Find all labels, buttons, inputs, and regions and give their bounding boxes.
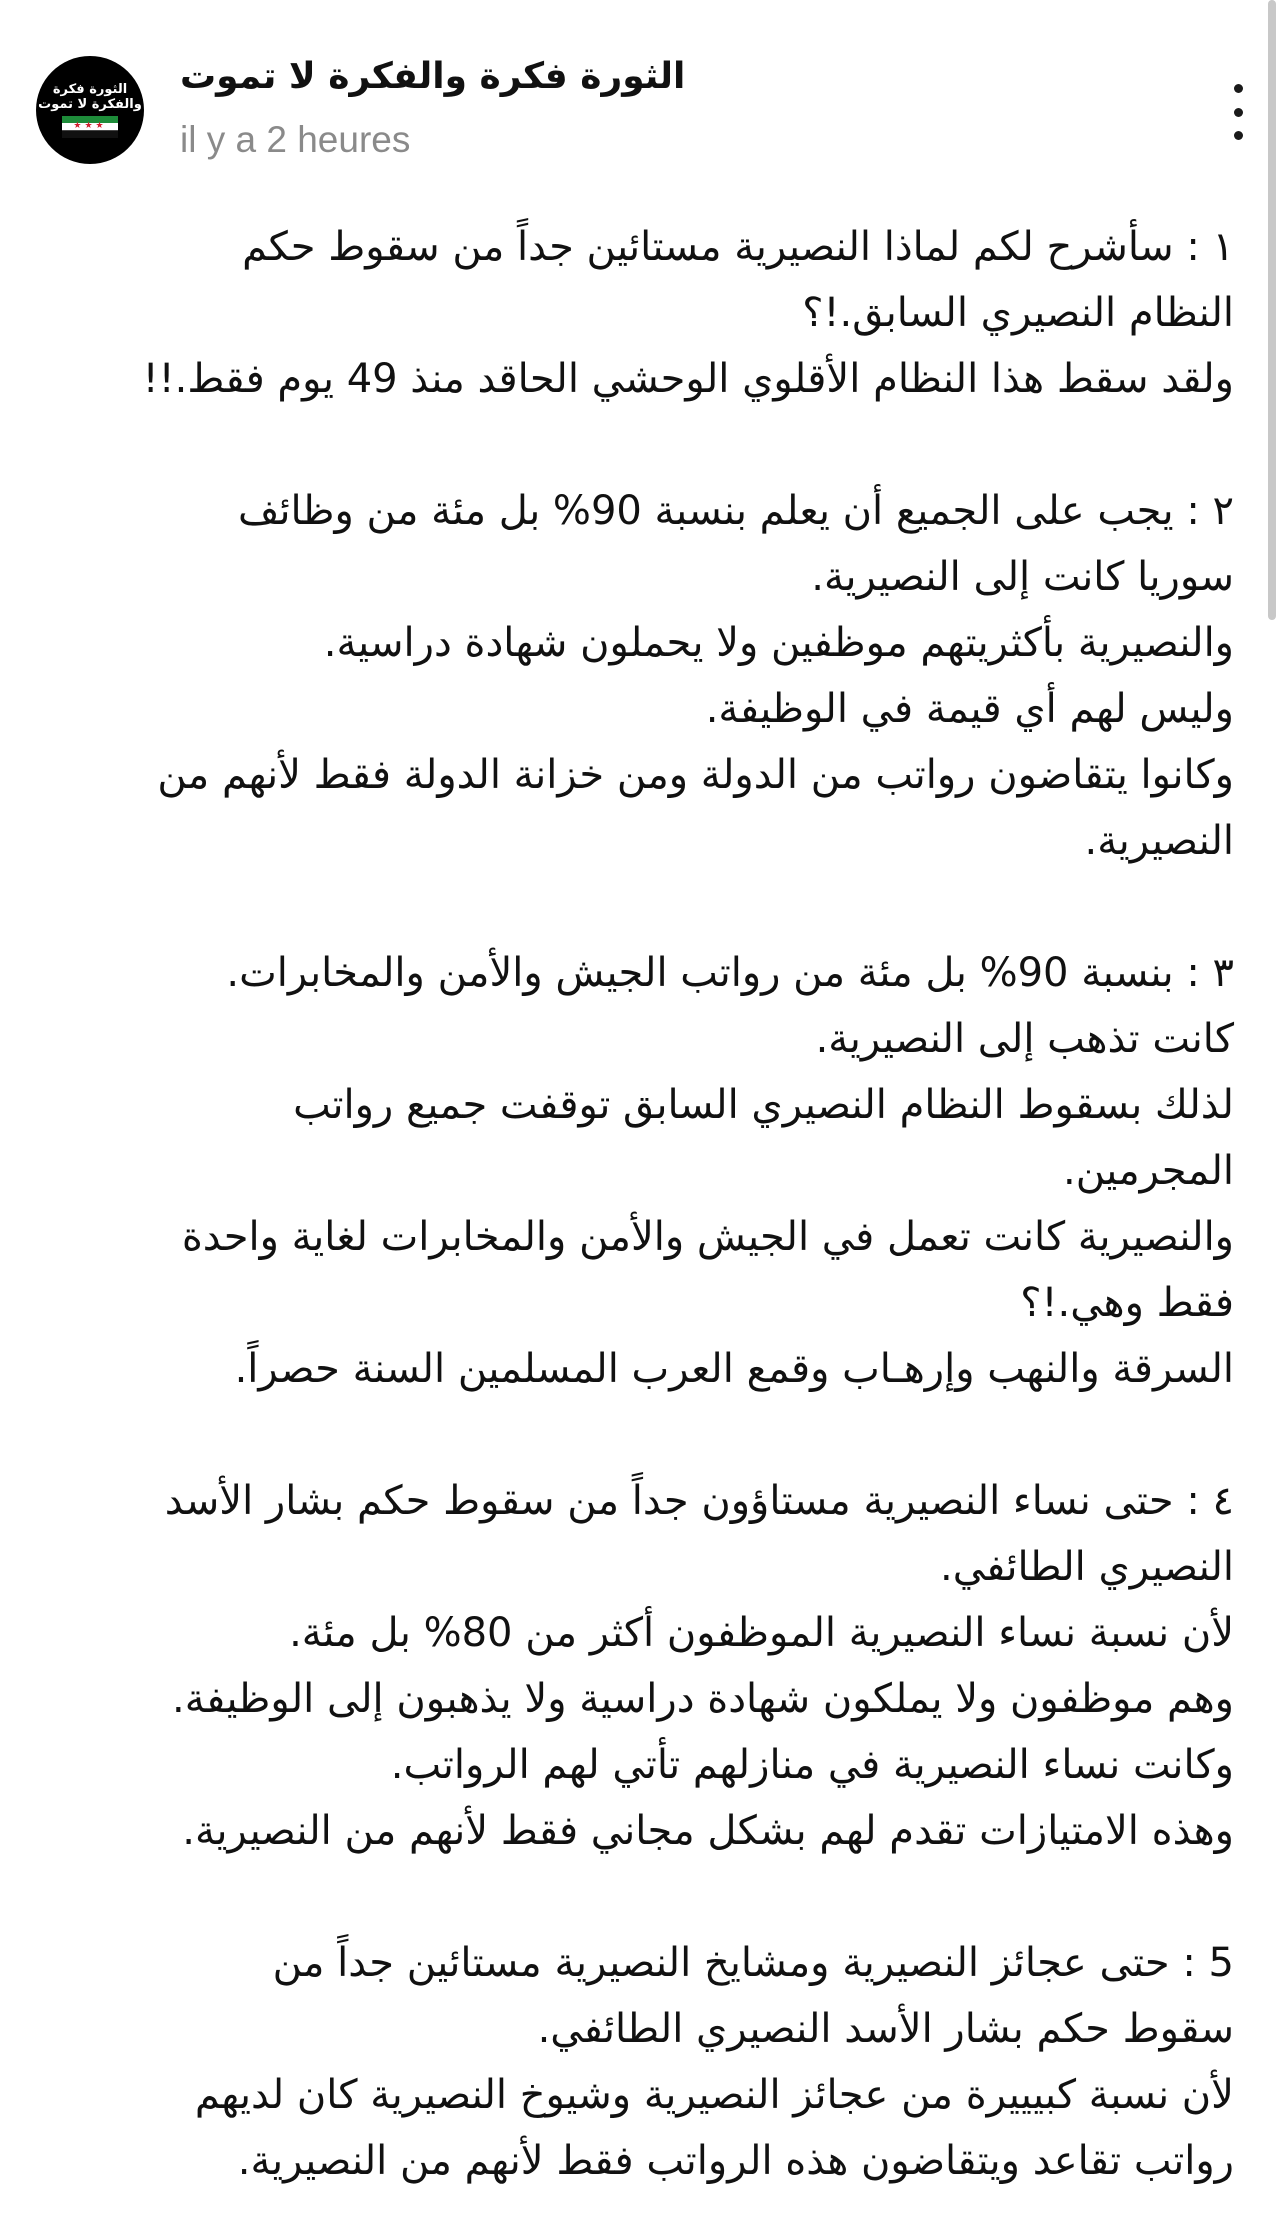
post-text-line: ٤ : حتى نساء النصيرية مستاؤون جداً من سقوط حكم بشار الأسد (164, 1478, 1234, 1524)
paragraph-3 (24, 940, 1234, 1402)
post-text-line: لذلك بسقوط النظام النصيري السابق توقفت جميع رواتب (293, 1082, 1234, 1128)
post-text-line: لأن نسبة كبيييرة من عجائز النصيرية وشيوخ النصيرية كان لديهم (194, 2072, 1234, 2118)
paragraph-4 (24, 1468, 1234, 1864)
post-text-line: ٢ : يجب على الجميع أن يعلم بنسبة 90% بل مئة من وظائف (237, 488, 1234, 534)
paragraph-1 (24, 214, 1234, 412)
paragraph-gap (24, 1864, 1234, 1930)
post-text-line: السرقة والنهب وإرهـاب وقمع العرب المسلمين السنة حصراً. (234, 1346, 1234, 1392)
post-text-line: كانت تذهب إلى النصيرية. (815, 1016, 1234, 1062)
paragraph-gap (24, 1402, 1234, 1468)
post-text-line: ٣ : بنسبة 90% بل مئة من رواتب الجيش والأمن والمخابرات. (226, 950, 1234, 996)
post-text-line: ١ : سأشرح لكم لماذا النصيرية مستائين جداً من سقوط حكم (242, 224, 1234, 270)
more-vertical-icon (1234, 84, 1243, 93)
paragraph-gap (24, 874, 1234, 940)
post-text-line: النصيري الطائفي. (940, 1544, 1234, 1590)
more-options-button[interactable] (1218, 84, 1258, 140)
post-body (24, 214, 1234, 2194)
post-text-line: وكانوا يتقاضون رواتب من الدولة ومن خزانة الدولة فقط لأنهم من (157, 752, 1234, 798)
post-text-line: رواتب تقاعد ويتقاضون هذه الرواتب فقط لأنهم من النصيرية. (237, 2138, 1234, 2184)
post-text-line: النظام النصيري السابق.!؟ (802, 290, 1234, 336)
post-text-line: فقط وهي.!؟ (1020, 1280, 1234, 1326)
post-text-line: النصيرية. (1084, 818, 1234, 864)
post-text-line: 5 : حتى عجائز النصيرية ومشايخ النصيرية مستائين جداً من (272, 1940, 1234, 1986)
post-text-line: ولقد سقط هذا النظام الأقلوي الوحشي الحاقد منذ 49 يوم فقط.!! (142, 356, 1234, 402)
scrollbar[interactable] (1268, 0, 1276, 620)
post-text-line: وكانت نساء النصيرية في منازلهم تأتي لهم الرواتب. (390, 1742, 1234, 1788)
post-text-line: والنصيرية كانت تعمل في الجيش والأمن والمخابرات لغاية واحدة (181, 1214, 1234, 1260)
post-text-line: وهذه الامتيازات تقدم لهم بشكل مجاني فقط لأنهم من النصيرية. (182, 1808, 1234, 1854)
paragraph-5 (24, 1930, 1234, 2194)
post-text-line: وهم موظفون ولا يملكون شهادة دراسية ولا يذهبون إلى الوظيفة. (172, 1676, 1234, 1722)
post-text-line: سقوط حكم بشار الأسد النصيري الطائفي. (537, 2006, 1234, 2052)
post-text-line: والنصيرية بأكثريتهم موظفين ولا يحملون شهادة دراسية. (323, 620, 1234, 666)
post-text-line: لأن نسبة نساء النصيرية الموظفون أكثر من 80% بل مئة. (289, 1610, 1234, 1656)
post-text-line: المجرمين. (1063, 1148, 1234, 1194)
avatar[interactable] (36, 56, 144, 164)
avatar-text-line-1: الثورة فكرة (52, 82, 128, 97)
paragraph-gap (24, 412, 1234, 478)
post-header (0, 0, 1284, 180)
flag-icon: ★★★ (62, 116, 118, 138)
post-text-line: وليس لهم أي قيمة في الوظيفة. (705, 686, 1234, 732)
post-timestamp: il y a 2 heures (180, 119, 411, 160)
avatar-text-line-2: والفكرة لا تموت (38, 97, 142, 112)
paragraph-2 (24, 478, 1234, 874)
post-text-line: سوريا كانت إلى النصيرية. (811, 554, 1234, 600)
author-name[interactable]: الثورة فكرة والفكرة لا تموت (180, 56, 686, 97)
